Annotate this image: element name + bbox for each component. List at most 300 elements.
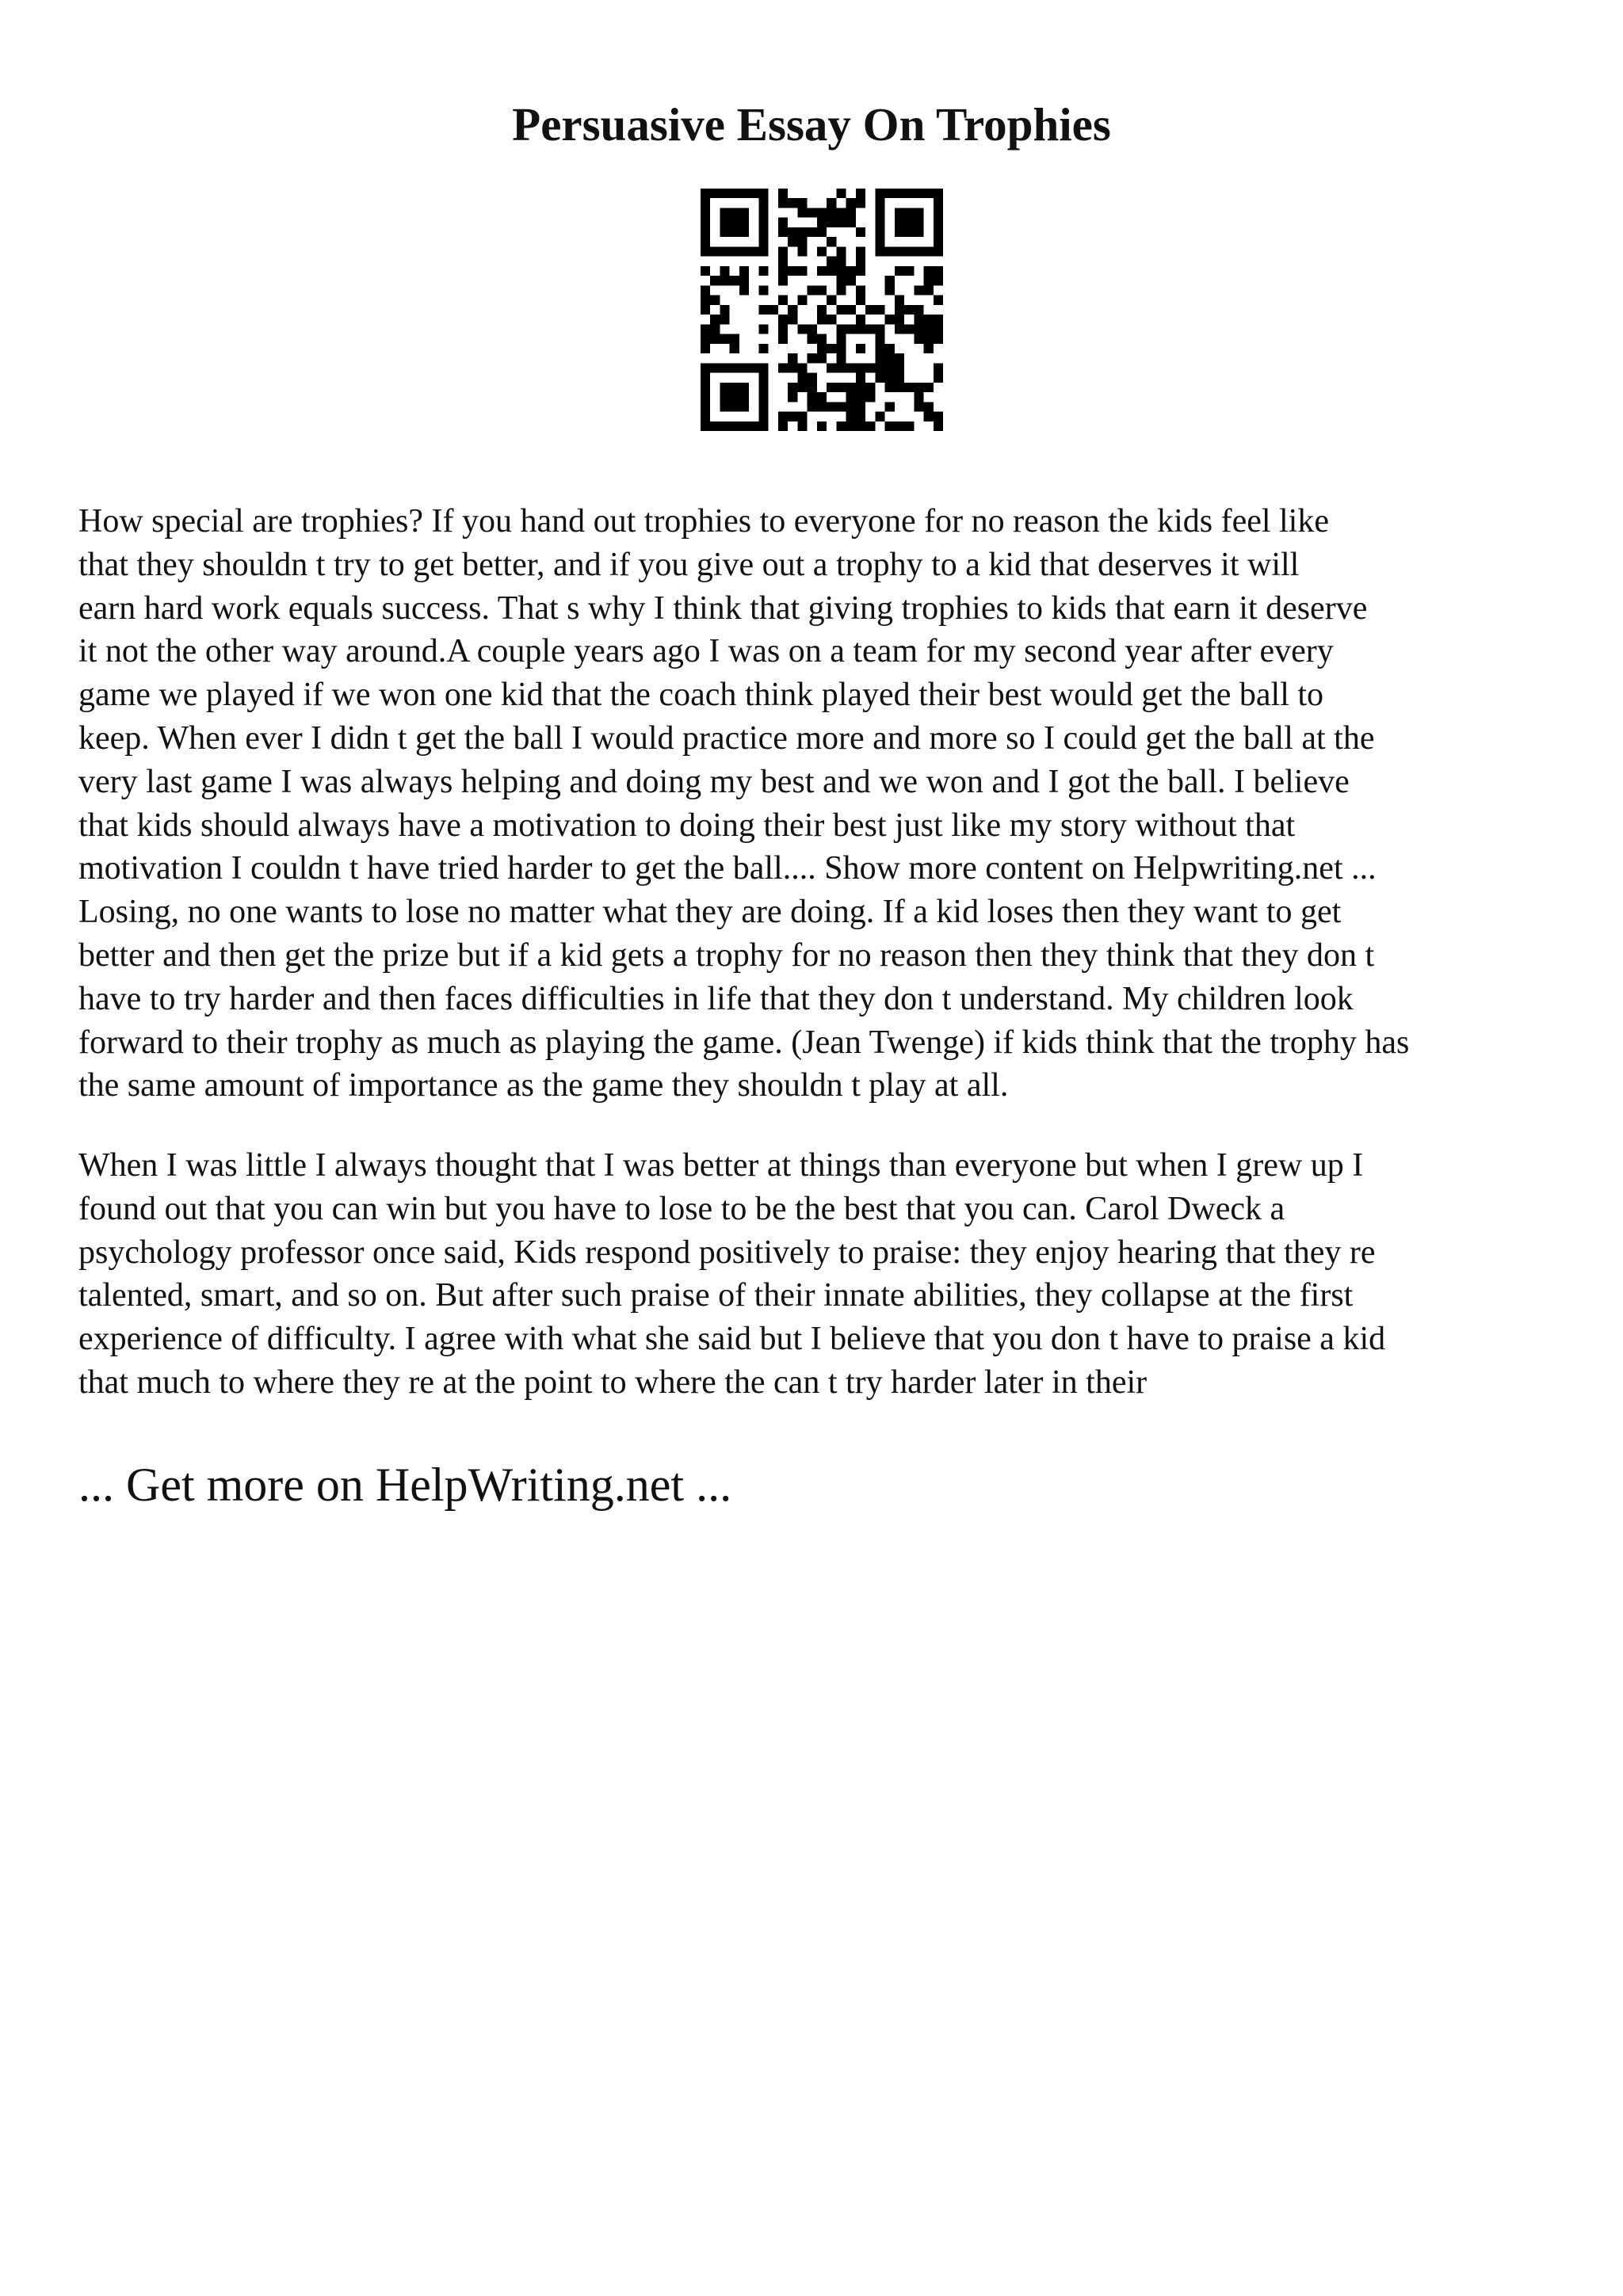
qr-module: [739, 276, 749, 285]
qr-module: [827, 257, 836, 266]
qr-module: [856, 296, 865, 305]
qr-module: [817, 353, 827, 363]
paragraph-line: better and then get the prize but if a kid gets a trophy for no reason then they think that they don t: [78, 936, 1375, 974]
qr-module: [739, 383, 749, 392]
paragraph-line: When I was little I always thought that I was better at things than everyone but when I grew up I: [78, 1147, 1364, 1184]
qr-module: [846, 412, 856, 421]
qr-module: [895, 189, 904, 198]
qr-module: [701, 266, 710, 276]
qr-module: [739, 421, 749, 431]
qr-module: [701, 363, 710, 372]
qr-module: [769, 305, 778, 315]
qr-module: [778, 363, 788, 372]
qr-module: [797, 246, 807, 256]
qr-module: [836, 421, 846, 431]
qr-module: [778, 276, 788, 285]
qr-module: [914, 189, 923, 198]
qr-module: [710, 276, 720, 285]
qr-module: [739, 227, 749, 237]
qr-module: [895, 305, 904, 315]
qr-module: [710, 324, 720, 334]
qr-module: [758, 208, 768, 217]
qr-module: [865, 421, 875, 431]
qr-module: [701, 237, 710, 246]
qr-module: [904, 383, 914, 392]
qr-module: [701, 412, 710, 421]
qr-module: [739, 208, 749, 217]
qr-module: [856, 266, 865, 276]
qr-module: [778, 257, 788, 266]
qr-module: [924, 315, 934, 324]
qr-module: [701, 246, 710, 256]
qr-module: [827, 344, 836, 353]
qr-module: [817, 218, 827, 227]
qr-module: [720, 383, 729, 392]
qr-module: [739, 402, 749, 411]
qr-module: [730, 276, 739, 285]
qr-module: [895, 266, 904, 276]
qr-module: [817, 344, 827, 353]
qr-module: [701, 421, 710, 431]
qr-module: [856, 257, 865, 266]
qr-module: [720, 363, 729, 372]
paragraph-line: that much to where they re at the point to where the can t try harder later in their: [78, 1363, 1148, 1401]
qr-module: [778, 227, 788, 237]
qr-module: [797, 412, 807, 421]
qr-module: [856, 421, 865, 431]
qr-module: [875, 227, 884, 237]
qr-module: [808, 402, 817, 411]
qr-module: [934, 198, 943, 208]
qr-module: [758, 402, 768, 411]
qr-module: [758, 237, 768, 246]
paragraph-line: found out that you can win but you have to lose to be the best that you can. Carol Dweck a: [78, 1190, 1285, 1227]
qr-module: [914, 324, 923, 334]
qr-module: [895, 227, 904, 237]
qr-module: [778, 266, 788, 276]
qr-module: [836, 189, 846, 198]
qr-module: [856, 344, 865, 353]
qr-module: [788, 383, 797, 392]
qr-module: [817, 421, 827, 431]
qr-module: [846, 363, 856, 372]
qr-module: [808, 383, 817, 392]
qr-module: [914, 334, 923, 344]
qr-module: [778, 334, 788, 344]
qr-module: [836, 383, 846, 392]
qr-module: [758, 227, 768, 237]
qr-module: [739, 218, 749, 227]
qr-module: [808, 373, 817, 383]
qr-module: [701, 334, 710, 344]
qr-module: [730, 218, 739, 227]
qr-module: [788, 315, 797, 324]
qr-module: [865, 324, 875, 334]
qr-module: [885, 363, 895, 372]
qr-module: [924, 285, 934, 295]
qr-module: [846, 421, 856, 431]
qr-module: [914, 383, 923, 392]
qr-module: [730, 208, 739, 217]
qr-module: [808, 392, 817, 402]
paragraph-line: it not the other way around.A couple years ago I was on a team for my second year after every: [78, 633, 1334, 670]
qr-module: [914, 285, 923, 295]
qr-module: [875, 344, 884, 353]
qr-module: [758, 266, 768, 276]
qr-module: [720, 276, 729, 285]
qr-module: [885, 373, 895, 383]
qr-module: [934, 208, 943, 217]
qr-module: [797, 296, 807, 305]
qr-module: [865, 363, 875, 372]
qr-module: [778, 218, 788, 227]
qr-module: [788, 227, 797, 237]
qr-module: [875, 198, 884, 208]
qr-module: [895, 383, 904, 392]
qr-module: [739, 392, 749, 402]
qr-module: [749, 246, 758, 256]
qr-module: [895, 246, 904, 256]
qr-module: [885, 276, 895, 285]
qr-module: [710, 334, 720, 344]
qr-module: [808, 227, 817, 237]
paragraph-line: that kids should always have a motivation to doing their best just like my story without that: [78, 807, 1296, 844]
qr-module: [895, 324, 904, 334]
qr-module: [895, 363, 904, 372]
qr-module: [817, 285, 827, 295]
qr-module: [720, 402, 729, 411]
qr-module: [808, 353, 817, 363]
qr-module: [797, 208, 807, 217]
qr-module: [856, 402, 865, 411]
qr-module: [934, 227, 943, 237]
qr-module: [895, 315, 904, 324]
qr-module: [730, 363, 739, 372]
qr-module: [904, 218, 914, 227]
paragraph-line: Losing, no one wants to lose no matter what they are doing. If a kid loses then they want to get: [78, 894, 1342, 931]
qr-module: [778, 198, 788, 208]
qr-module: [788, 392, 797, 402]
qr-module: [914, 315, 923, 324]
qr-module: [885, 402, 895, 411]
qr-module: [924, 266, 934, 276]
qr-module: [934, 373, 943, 383]
qr-module: [934, 189, 943, 198]
qr-module: [797, 373, 807, 383]
qr-module: [758, 218, 768, 227]
qr-module: [758, 198, 768, 208]
qr-module: [827, 237, 836, 246]
qr-module: [875, 237, 884, 246]
qr-module: [836, 208, 846, 217]
qr-module: [846, 392, 856, 402]
qr-module: [827, 383, 836, 392]
qr-module: [758, 285, 768, 295]
qr-module: [856, 315, 865, 324]
qr-module: [701, 344, 710, 353]
qr-module: [856, 285, 865, 295]
qr-module: [856, 363, 865, 372]
qr-module: [875, 246, 884, 256]
paragraph-line: experience of difficulty. I agree with what she said but I believe that you don t have to praise a kid: [78, 1321, 1386, 1358]
qr-code-icon[interactable]: [701, 189, 943, 431]
paragraph-line: talented, smart, and so on. But after such praise of their innate abilities, they collapse at the first: [78, 1277, 1354, 1314]
qr-module: [749, 421, 758, 431]
qr-module: [924, 324, 934, 334]
qr-module: [720, 246, 729, 256]
qr-module: [778, 412, 788, 421]
qr-module: [846, 218, 856, 227]
essay-paragraph-1: [78, 500, 1580, 1108]
qr-module: [808, 324, 817, 334]
qr-module: [846, 305, 856, 315]
qr-module: [730, 227, 739, 237]
qr-module: [934, 266, 943, 276]
qr-module: [701, 305, 710, 315]
qr-module: [836, 324, 846, 334]
qr-module: [758, 392, 768, 402]
qr-module: [904, 227, 914, 237]
qr-module: [885, 383, 895, 392]
qr-module: [885, 353, 895, 363]
qr-module: [720, 189, 729, 198]
qr-module: [924, 276, 934, 285]
qr-module: [875, 363, 884, 372]
paragraph-line: How special are trophies? If you hand out trophies to everyone for no reason the kids feel like: [78, 503, 1329, 540]
qr-module: [924, 412, 934, 421]
qr-module: [797, 198, 807, 208]
qr-module: [924, 334, 934, 344]
qr-module: [827, 296, 836, 305]
paragraph-line: forward to their trophy as much as playing the game. (Jean Twenge) if kids think that the trophy has: [78, 1024, 1410, 1061]
qr-module: [778, 189, 788, 198]
qr-module: [827, 266, 836, 276]
qr-module: [788, 363, 797, 372]
qr-module: [875, 353, 884, 363]
qr-module: [701, 208, 710, 217]
qr-module: [827, 198, 836, 208]
qr-module: [895, 208, 904, 217]
qr-module: [720, 392, 729, 402]
paragraph-line: very last game I was always helping and doing my best and we won and I got the ball. I believe: [78, 763, 1350, 800]
qr-module: [846, 208, 856, 217]
qr-module: [758, 421, 768, 431]
qr-module: [904, 266, 914, 276]
qr-module: [710, 296, 720, 305]
qr-module: [739, 363, 749, 372]
qr-module: [720, 266, 729, 276]
qr-module: [836, 218, 846, 227]
qr-module: [817, 315, 827, 324]
qr-module: [797, 363, 807, 372]
qr-module: [720, 421, 729, 431]
qr-module: [788, 305, 797, 315]
qr-module: [758, 324, 768, 334]
qr-module: [875, 334, 884, 344]
qr-module: [710, 246, 720, 256]
qr-module: [934, 237, 943, 246]
qr-module: [778, 246, 788, 256]
qr-module: [895, 373, 904, 383]
qr-module: [856, 412, 865, 421]
qr-module: [720, 227, 729, 237]
qr-module: [836, 334, 846, 344]
qr-module: [701, 227, 710, 237]
qr-module: [730, 334, 739, 344]
qr-module: [701, 296, 710, 305]
qr-module: [924, 246, 934, 256]
qr-module: [885, 285, 895, 295]
qr-module: [701, 189, 710, 198]
qr-module: [914, 305, 923, 315]
qr-module: [875, 373, 884, 383]
qr-module: [895, 421, 904, 431]
qr-module: [904, 208, 914, 217]
paragraph-line: have to try harder and then faces difficulties in life that they don t understand. My children look: [78, 980, 1354, 1017]
qr-module: [836, 257, 846, 266]
qr-module: [895, 218, 904, 227]
qr-module: [856, 189, 865, 198]
paragraph-line: game we played if we won one kid that the coach think played their best would get the ball to: [78, 677, 1324, 714]
qr-module: [817, 208, 827, 217]
qr-module: [836, 305, 846, 315]
document-title: Persuasive Essay On Trophies: [512, 98, 1111, 151]
qr-module: [865, 305, 875, 315]
qr-module: [934, 296, 943, 305]
qr-module: [904, 421, 914, 431]
qr-module: [914, 392, 923, 402]
qr-module: [797, 383, 807, 392]
qr-module: [856, 373, 865, 383]
qr-module: [808, 285, 817, 295]
qr-module: [836, 402, 846, 411]
paragraph-line: the same amount of importance as the game they shouldn t play at all.: [78, 1067, 1009, 1104]
qr-module: [904, 324, 914, 334]
qr-module: [856, 383, 865, 392]
qr-module: [914, 208, 923, 217]
qr-module: [895, 296, 904, 305]
qr-module: [720, 218, 729, 227]
qr-module: [885, 344, 895, 353]
qr-code-graphic: [701, 189, 943, 431]
paragraph-line: that they shouldn t try to get better, and if you give out a trophy to a kid that deserves it will: [78, 546, 1300, 583]
qr-module: [739, 266, 749, 276]
qr-module: [856, 392, 865, 402]
qr-module: [758, 363, 768, 372]
qr-module: [914, 227, 923, 237]
qr-module: [827, 315, 836, 324]
qr-module: [817, 334, 827, 344]
qr-module: [856, 227, 865, 237]
qr-module: [856, 324, 865, 334]
qr-module: [720, 208, 729, 217]
qr-module: [934, 276, 943, 285]
qr-module: [914, 402, 923, 411]
get-more-link[interactable]: ... Get more on HelpWriting.net ...: [78, 1459, 732, 1511]
qr-module: [875, 412, 884, 421]
qr-module: [875, 305, 884, 315]
qr-module: [808, 334, 817, 344]
qr-module: [846, 198, 856, 208]
qr-module: [701, 198, 710, 208]
qr-module: [904, 246, 914, 256]
qr-module: [827, 402, 836, 411]
qr-module: [797, 324, 807, 334]
qr-module: [749, 363, 758, 372]
qr-module: [720, 334, 729, 344]
qr-module: [836, 266, 846, 276]
qr-module: [758, 344, 768, 353]
paragraph-line: motivation I couldn t have tried harder to get the ball.... Show more content on Helpwriting.net ...: [78, 850, 1377, 887]
qr-module: [885, 315, 895, 324]
qr-module: [846, 276, 856, 285]
qr-module: [827, 363, 836, 372]
qr-module: [778, 421, 788, 431]
qr-module: [924, 402, 934, 411]
qr-module: [710, 421, 720, 431]
qr-module: [749, 189, 758, 198]
qr-module: [836, 285, 846, 295]
qr-module: [710, 363, 720, 372]
qr-module: [836, 363, 846, 372]
qr-module: [730, 402, 739, 411]
qr-module: [934, 363, 943, 372]
qr-module: [758, 246, 768, 256]
qr-module: [856, 198, 865, 208]
qr-module: [865, 383, 875, 392]
qr-module: [701, 383, 710, 392]
qr-module: [720, 315, 729, 324]
qr-module: [875, 189, 884, 198]
qr-module: [739, 189, 749, 198]
essay-paragraph-2: [78, 1144, 1580, 1405]
qr-module: [730, 421, 739, 431]
qr-module: [895, 353, 904, 363]
qr-module: [730, 189, 739, 198]
qr-module: [788, 353, 797, 363]
qr-module: [836, 246, 846, 256]
qr-module: [924, 344, 934, 353]
qr-module: [817, 227, 827, 237]
qr-module: [788, 266, 797, 276]
qr-module: [885, 189, 895, 198]
qr-module: [846, 266, 856, 276]
qr-module: [817, 402, 827, 411]
qr-module: [701, 324, 710, 334]
qr-module: [730, 392, 739, 402]
qr-module: [739, 285, 749, 295]
qr-module: [730, 344, 739, 353]
qr-module: [778, 296, 788, 305]
qr-module: [817, 266, 827, 276]
qr-module: [827, 208, 836, 217]
qr-module: [758, 373, 768, 383]
qr-module: [885, 246, 895, 256]
qr-module: [710, 189, 720, 198]
qr-module: [797, 421, 807, 431]
qr-module: [720, 305, 729, 315]
qr-module: [924, 383, 934, 392]
qr-module: [739, 246, 749, 256]
qr-module: [856, 246, 865, 256]
qr-module: [758, 305, 768, 315]
qr-module: [817, 246, 827, 256]
qr-module: [701, 392, 710, 402]
qr-module: [904, 189, 914, 198]
qr-module: [758, 412, 768, 421]
qr-module: [885, 421, 895, 431]
qr-module: [934, 334, 943, 344]
